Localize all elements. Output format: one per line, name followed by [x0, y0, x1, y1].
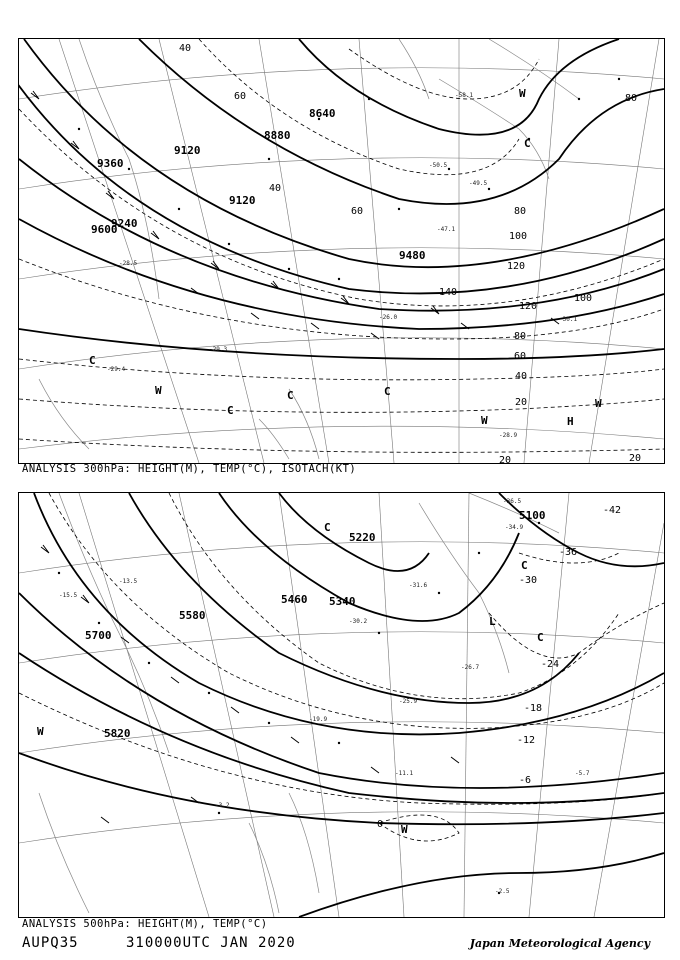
station-temp: -29.3: [209, 346, 228, 353]
isotherm-label: -24: [541, 659, 560, 670]
station-temp: -5.7: [575, 770, 590, 777]
isotach-label: 80: [625, 93, 638, 104]
station-temp: -3.2: [215, 802, 230, 809]
station-temp: -26.0: [379, 314, 398, 321]
height-label: 5100: [519, 509, 546, 522]
chart-500hpa-caption: ANALYSIS 500hPa: HEIGHT(M), TEMP(°C): [22, 918, 268, 930]
isotherm-label: -18: [524, 703, 543, 714]
cold-center-mark: C: [287, 389, 294, 402]
height-label: 9480: [399, 249, 426, 262]
height-label: 9360: [97, 157, 124, 170]
warm-center-mark: W: [155, 384, 162, 397]
station-temp: -58.1: [455, 92, 474, 99]
isotach-label: 20: [629, 453, 642, 463]
isotherm-label: 0: [377, 819, 384, 830]
isotherm-label: -12: [517, 735, 536, 746]
isotach-label: 40: [179, 43, 192, 54]
height-label: 9240: [111, 217, 138, 230]
station-temp: -15.5: [59, 592, 78, 599]
station-temp: -31.6: [409, 582, 428, 589]
isotach-label: 120: [507, 261, 526, 272]
warm-center-mark: W: [481, 414, 488, 427]
chart-300hpa-caption: ANALYSIS 300hPa: HEIGHT(M), TEMP(°C), ISOTACH(KT): [22, 463, 357, 475]
warm-center-mark: W: [519, 87, 526, 100]
chart-500hpa-canvas: [19, 493, 664, 917]
chart-500hpa: [18, 492, 665, 918]
station-temp: -2.5: [495, 888, 510, 895]
height-label: 5580: [179, 609, 206, 622]
warm-center-mark: W: [595, 397, 602, 410]
height-label: 8640: [309, 107, 336, 120]
chart-300hpa: [18, 38, 665, 464]
height-label: 5820: [104, 727, 131, 740]
isotach-label: 100: [574, 293, 593, 304]
isotach-label: 20: [515, 397, 528, 408]
station-temp: -50.5: [429, 162, 448, 169]
isotach-label: 80: [514, 206, 527, 217]
height-label: 8880: [264, 129, 291, 142]
cold-center-mark: C: [384, 385, 391, 398]
station-temp: -28.9: [499, 432, 518, 439]
stations-300: [78, 78, 620, 280]
station-temp: -34.9: [505, 524, 524, 531]
height-label: 9120: [229, 194, 256, 207]
grid-300: [19, 39, 664, 463]
isotach-label: 40: [269, 183, 282, 194]
height-label: 5220: [349, 531, 376, 544]
agency-name: Japan Meteorological Agency: [469, 937, 650, 950]
station-temp: -30.2: [349, 618, 368, 625]
isotach-label: 100: [509, 231, 528, 242]
station-temp: -11.1: [395, 770, 414, 777]
station-temp: -13.5: [119, 578, 138, 585]
height-contours-300: [19, 39, 664, 359]
warm-center-mark: W: [401, 823, 408, 836]
isotach-label: 40: [515, 371, 528, 382]
isotherm-label: -36: [559, 547, 578, 558]
station-temp: -36.5: [503, 498, 522, 505]
isotach-label: 60: [234, 91, 247, 102]
height-label: 9120: [174, 144, 201, 157]
station-temp: -49.5: [469, 180, 488, 187]
isotherm-label: -30: [519, 575, 538, 586]
isotach-label: 20: [499, 455, 512, 463]
isotach-label: 120: [519, 301, 538, 312]
isotach-label: 80: [514, 331, 527, 342]
height-label: 5340: [329, 595, 356, 608]
warm-center-mark: W: [37, 725, 44, 738]
analysis-time: 310000UTC JAN 2020: [126, 935, 296, 951]
high-center-mark: H: [567, 415, 574, 428]
cold-center-mark: C: [324, 521, 331, 534]
station-temp: -25.9: [399, 698, 418, 705]
cold-center-mark: C: [521, 559, 528, 572]
cold-center-mark: C: [524, 137, 531, 150]
station-temp: -26.7: [461, 664, 480, 671]
station-temp: -47.1: [437, 226, 456, 233]
station-temp: -28.5: [119, 260, 138, 267]
isotach-label: 140: [439, 287, 458, 298]
cold-center-mark: C: [537, 631, 544, 644]
cold-center-mark: C: [89, 354, 96, 367]
height-label: 5700: [85, 629, 112, 642]
low-center-mark: L: [489, 615, 496, 628]
station-temp: -30.1: [559, 316, 578, 323]
station-temp: -29.4: [107, 366, 126, 373]
station-temp: -19.9: [309, 716, 328, 723]
isotherm-label: -6: [519, 775, 532, 786]
height-label: 9600: [91, 223, 118, 236]
wind-barbs-300: [31, 91, 559, 339]
isotherm-label: -42: [603, 505, 622, 516]
cold-center-mark: C: [227, 404, 234, 417]
height-label: 5460: [281, 593, 308, 606]
bulletin-code: AUPQ35: [22, 935, 79, 951]
chart-300hpa-canvas: [19, 39, 664, 463]
isotach-label: 60: [514, 351, 527, 362]
isotach-label: 60: [351, 206, 364, 217]
